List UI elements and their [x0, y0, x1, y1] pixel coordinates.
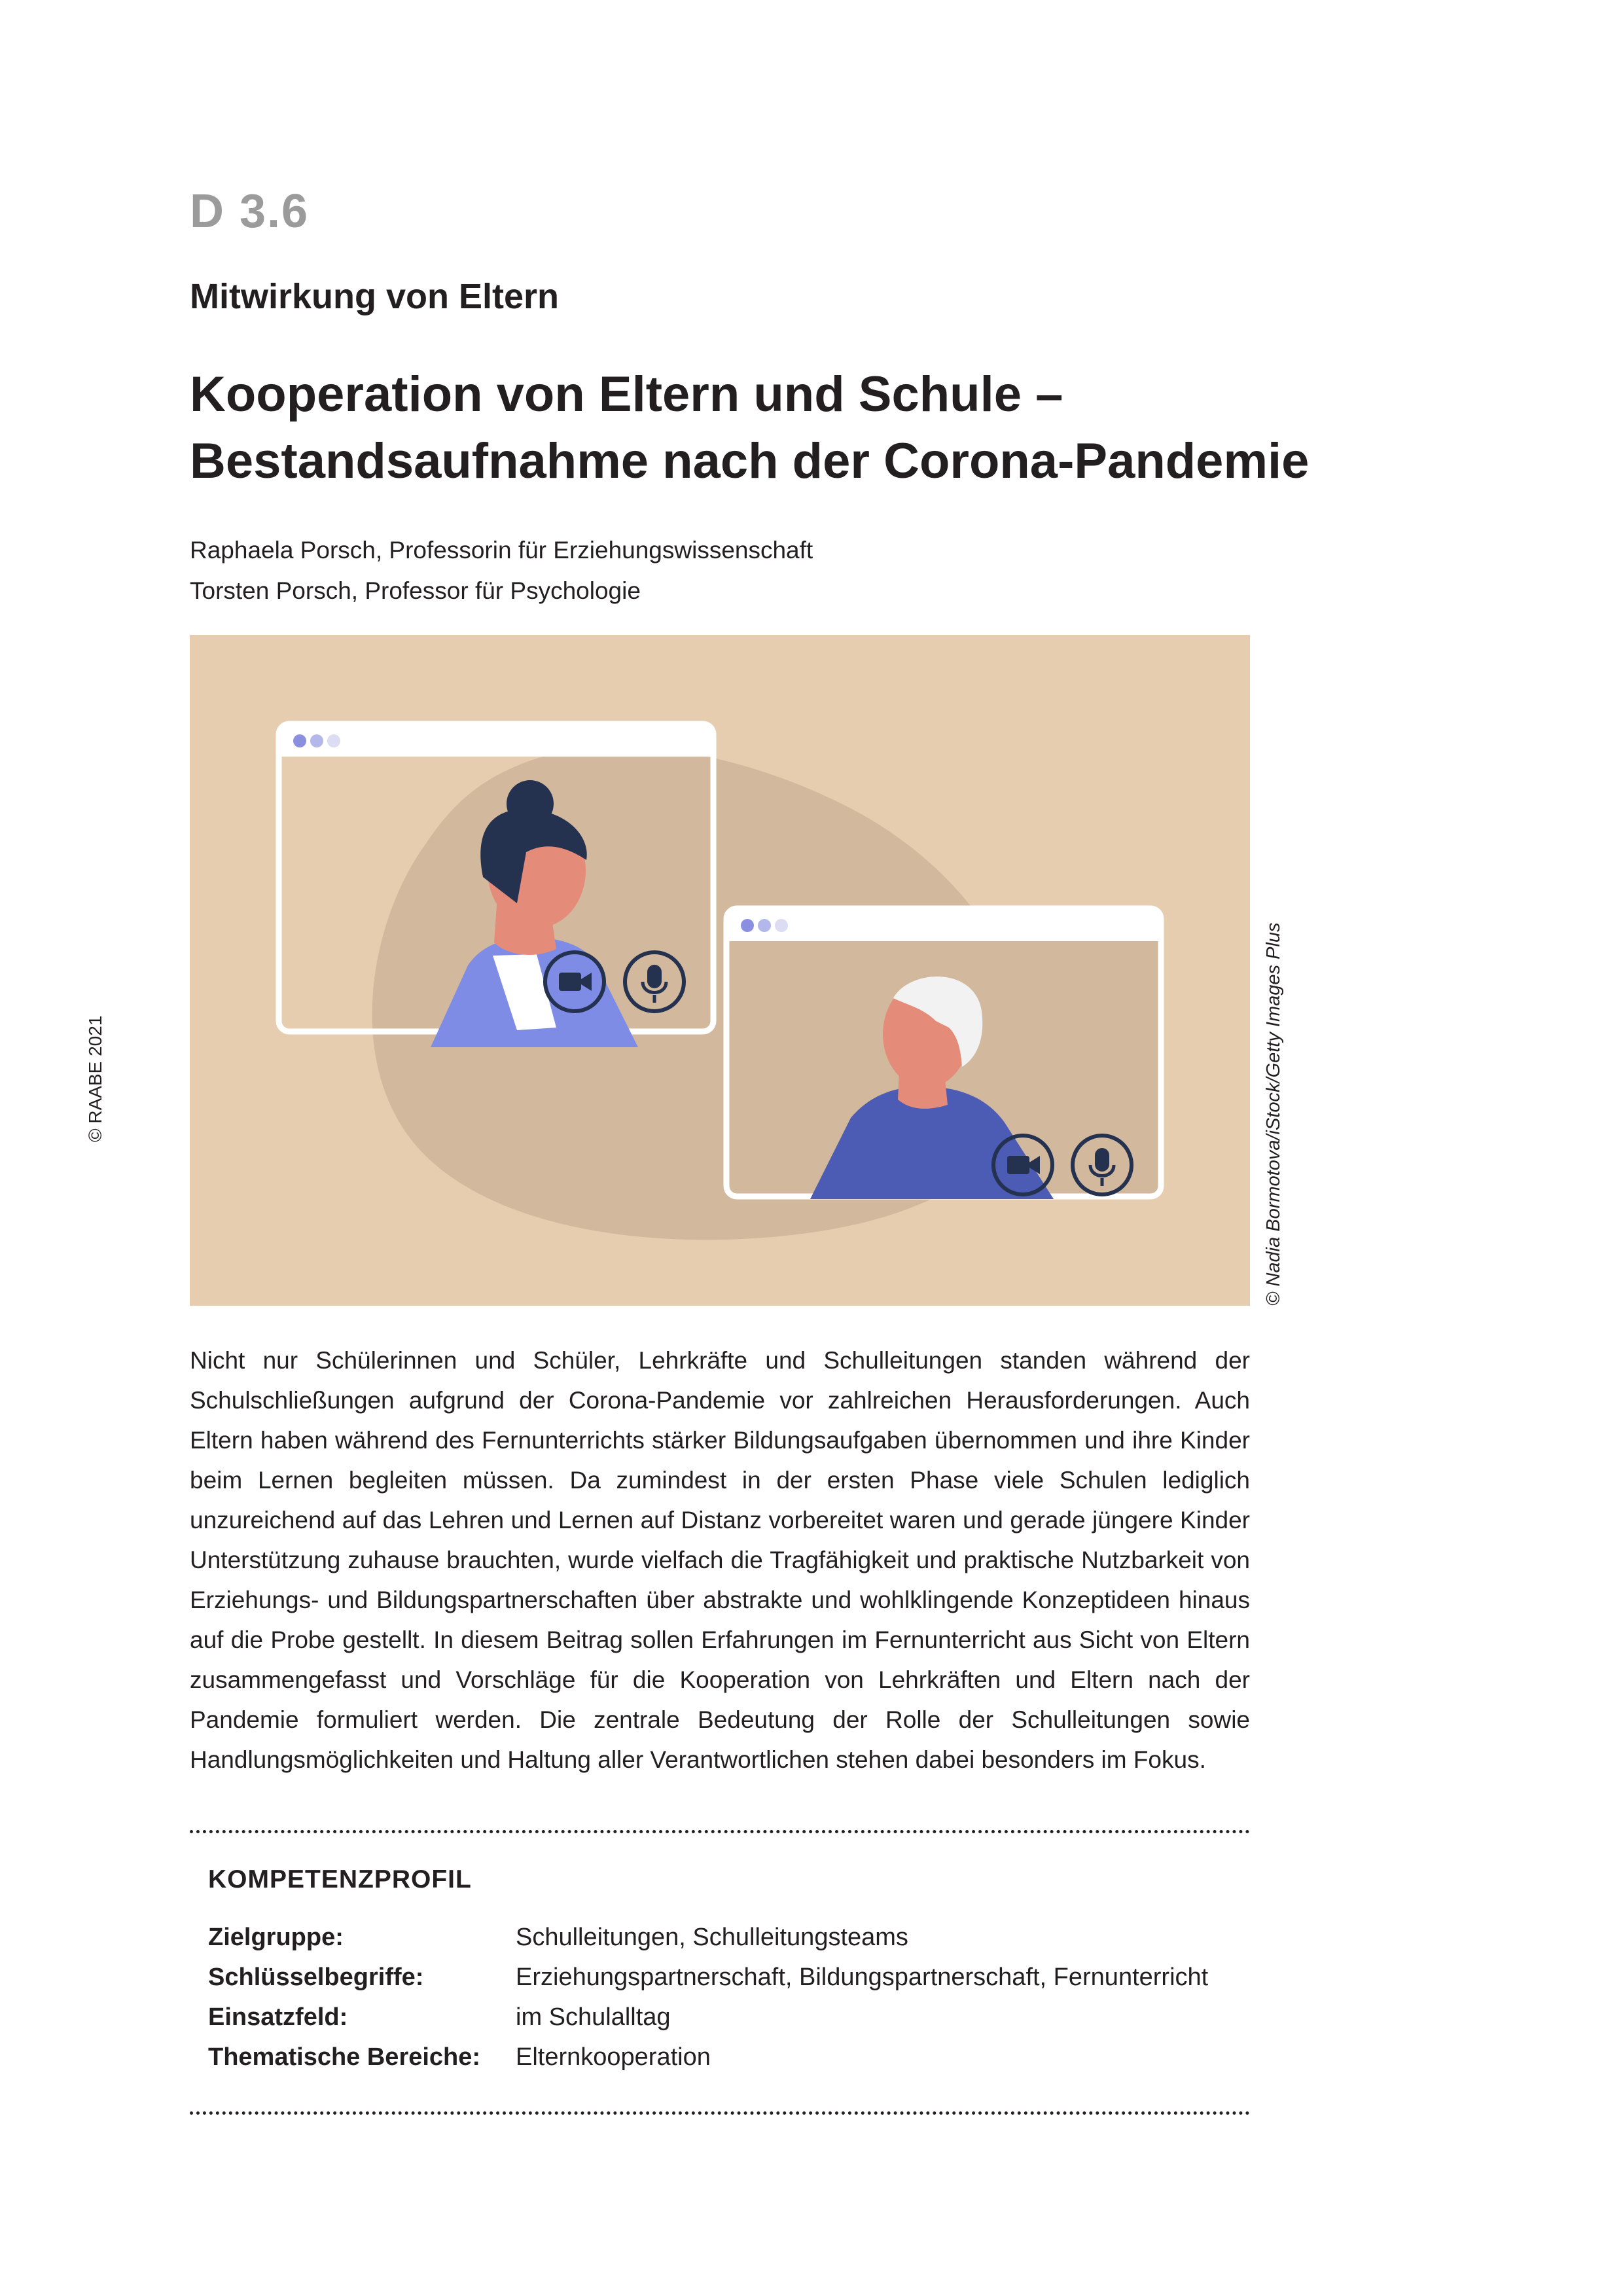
kompetenzprofil-row: [208, 2037, 1208, 2077]
row-label: Schlüsselbegriffe:: [208, 1964, 424, 1991]
kompetenzprofil-heading: KOMPETENZPROFIL: [208, 1865, 472, 1893]
window-dot: [741, 919, 754, 932]
side-copyright: © RAABE 2021: [85, 1015, 105, 1142]
kompetenzprofil-row: [208, 1958, 1208, 1998]
window-dot: [775, 919, 788, 932]
section-code: D 3.6: [190, 185, 310, 238]
row-value: Erziehungspartnerschaft, Bildungspartnerschaft, Fernunterricht: [516, 1964, 1209, 1991]
row-label: Zielgruppe:: [208, 1924, 344, 1951]
hero-illustration: [190, 635, 1250, 1306]
series-title: Mitwirkung von Eltern: [190, 277, 560, 316]
author-2: Torsten Porsch, Professor für Psychologie: [190, 577, 641, 604]
page-title-line-2: Bestandsaufnahme nach der Corona-Pandemie: [190, 433, 1310, 489]
window-dot: [758, 919, 771, 932]
kompetenzprofil-row: [208, 1998, 1208, 2037]
window-dot: [327, 734, 340, 747]
row-value: im Schulalltag: [516, 2003, 671, 2031]
page-title-line-1: Kooperation von Eltern und Schule –: [190, 367, 1063, 422]
row-value: Elternkooperation: [516, 2043, 711, 2071]
window-dot: [310, 734, 323, 747]
authors: [190, 530, 813, 611]
page-title: [190, 361, 1335, 495]
kompetenzprofil-row: [208, 1918, 1208, 1958]
row-value: Schulleitungen, Schulleitungsteams: [516, 1924, 908, 1951]
divider-bottom: [190, 2111, 1250, 2115]
video-window-right: [726, 908, 1161, 1199]
window-dot: [293, 734, 306, 747]
kompetenzprofil-table: [208, 1918, 1208, 2077]
row-label: Einsatzfeld:: [208, 2003, 348, 2031]
row-label: Thematische Bereiche:: [208, 2043, 481, 2071]
intro-paragraph: Nicht nur Schülerinnen und Schüler, Lehrkräfte und Schulleitungen standen während der Schulschließungen aufgrund der Corona-Pandemie vor zahlreichen Herausforderungen. Auch Eltern haben während des Fernunterrichts stärker Bildungsaufgaben übernommen und ihre Kinder beim Lernen begleiten müssen. Da zumindest in der ersten Phase viele Schulen lediglich unzureichend auf das Lehren und Lernen auf Distanz vorbereitet waren und gerade jüngere Kinder Unterstützung zuhause brauchten, wurde vielfach die Tragfähigkeit und praktische Nutzbarkeit von Erziehungs- und Bildungspartnerschaften über abstrakte und wohlklingende Konzeptideen hinaus auf die Probe gestellt. In diesem Beitrag sollen Erfahrungen im Fernunterricht aus Sicht von Eltern zusammengefasst und Vorschläge für die Kooperation von Lehrkräften und Eltern nach der Pandemie formuliert werden. Die zentrale Bedeutung der Rolle der Schulleitungen sowie Handlungsmöglichkeiten und Haltung aller Verantwortlichen stehen dabei besonders im Fokus.: [190, 1347, 1250, 1773]
author-1: Raphaela Porsch, Professorin für Erziehungswissenschaft: [190, 537, 813, 564]
image-credit: © Nadia Bormotova/iStock/Getty Images Plus: [1263, 922, 1284, 1306]
divider-top: [190, 1830, 1250, 1833]
